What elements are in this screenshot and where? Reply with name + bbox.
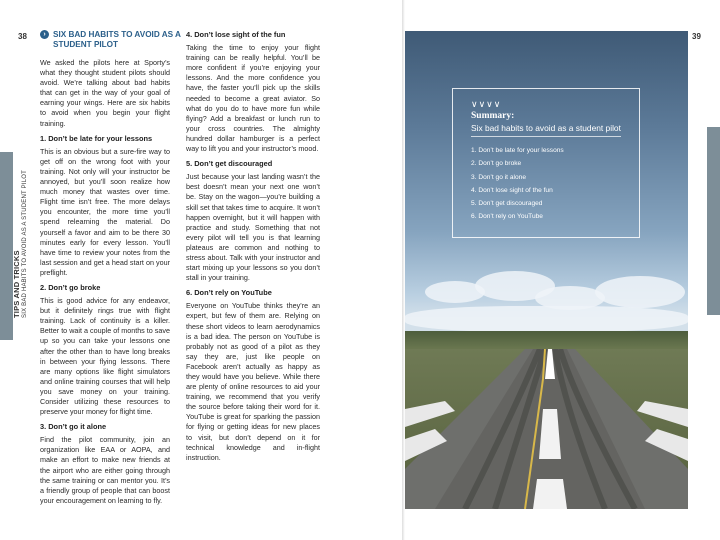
text-column-2: [186, 30, 320, 468]
list-item: 6. Don’t rely on YouTube: [471, 213, 543, 221]
intro-paragraph: We asked the pilots here at Sporty’s what they thought student pilots should avoid. We’re talking about bad habits that can get in the way of your goal of earning your wings. Here are six habits to avoid when you begin your flight training.: [40, 58, 170, 128]
text-column-1: [40, 58, 170, 511]
section-heading: 5. Don’t get discouraged: [186, 159, 273, 169]
list-item: 2. Don’t go broke: [471, 160, 522, 168]
arrow-circle-icon: ›: [40, 30, 49, 39]
section-paragraph: This is an obvious but a sure-fire way to get off on the wrong foot with your training. Not only will your instructor be annoyed, but you’ll soon realize how much money that wastes over time. Flight time isn’t free. The more delays you encounter, the more time you’ll spend relearning the material. Do yourself a favor and aim to be there 30 minutes early for every lesson. You’ll have time to review your notes from the last session and get a head start on your preflight.: [40, 146, 170, 277]
section-heading: 6. Don’t rely on YouTube: [186, 288, 272, 298]
summary-subheading: Six bad habits to avoid as a student pilot: [471, 123, 621, 133]
section-paragraph: This is good advice for any endeavor, but it definitely rings true with flight training. Lack of continuity is a killer. Better to wait a couple of months to save up so you can take your lessons one after the other than to have long breaks in between your flying lessons. There are many options like flight simulators and online training courses that will help you save money on your training. Consider utilizing these resources to preserve your money for flight time.: [40, 296, 170, 417]
side-label-title: TIPS AND TRICKS: [12, 250, 21, 318]
summary-box: [452, 88, 640, 238]
section-heading: 2. Don’t go broke: [40, 282, 101, 292]
list-item: 3. Don’t go it alone: [471, 173, 526, 181]
section-paragraph: Just because your last landing wasn’t the best doesn’t mean your next one won’t be. Stay on the wagon—you’re building a skill set that takes time to acquire. It won’t happen overnight, but it will happen with practice and study. Something that not every pilot will tell you is that learning plateaus are common and nothing to stress about. Talk with your instructor and start mixing up your lessons so you don’t stall in your training.: [186, 172, 320, 283]
section-paragraph: Taking the time to enjoy your flight training can be really helpful. You’ll be more confident if you’re enjoying your lessons. And the more confidence you have, the faster you’ll pick up the skills needed to become a great aviator. So what do you do to have more fun while flying? Add a breakfast or lunch run to your cross countries. The almighty hundred dollar hamburger is a perfect way to lift you and your instructor’s mood.: [186, 43, 320, 154]
side-label-left: [12, 170, 28, 318]
section-heading: 4. Don’t lose sight of the fun: [186, 30, 286, 39]
section-paragraph: Everyone on YouTube thinks they’re an expert, but few of them are. Relying on these short videos to learn aerodynamics is a bad idea. The person on YouTube is probably not as good of a pilot as they say they are, just like people on Facebook aren’t actually as happy as they would have you believe. While there are plenty of online resources to aid your training, we recommend that you verify the source before taking their word for it. YouTube is great for sparking the passion for flying or getting ideas for new places to visit, but don’t depend on it for technical knowledge and in-flight instruction.: [186, 301, 320, 462]
list-item: 5. Don’t get discouraged: [471, 200, 543, 208]
cloud: [595, 276, 685, 308]
chapter-title: [40, 30, 190, 49]
summary-list: [471, 144, 564, 224]
page-number-right: 39: [692, 32, 701, 41]
list-item: 4. Don’t lose sight of the fun: [471, 186, 553, 194]
chevron-waves-icon: ∨∨∨∨: [471, 99, 502, 109]
section-paragraph: Find the pilot community, join an organization like EAA or AOPA, and make an effort to make new friends at the airport who are either going through the same training or can mentor you. It’s a friendly group of people that can boost your encouragement on learning to fly.: [40, 435, 170, 505]
section-heading: 3. Don’t go it alone: [40, 422, 107, 432]
side-label-subtitle: SIX BAD HABITS TO AVOID AS A STUDENT PILOT: [22, 170, 28, 318]
tree-line: [405, 331, 688, 351]
summary-heading: Summary:: [471, 111, 515, 121]
runway: [405, 349, 688, 509]
section-heading: 1. Don’t be late for your lessons: [40, 133, 153, 143]
divider: [471, 136, 621, 137]
chapter-title-text: SIX BAD HABITS TO AVOID AS A STUDENT PILOT: [53, 30, 181, 49]
page-number-left: 38: [18, 32, 27, 41]
cloud: [405, 306, 688, 332]
list-item: 1. Don’t be late for your lessons: [471, 147, 564, 154]
side-tab-right: [707, 127, 720, 315]
